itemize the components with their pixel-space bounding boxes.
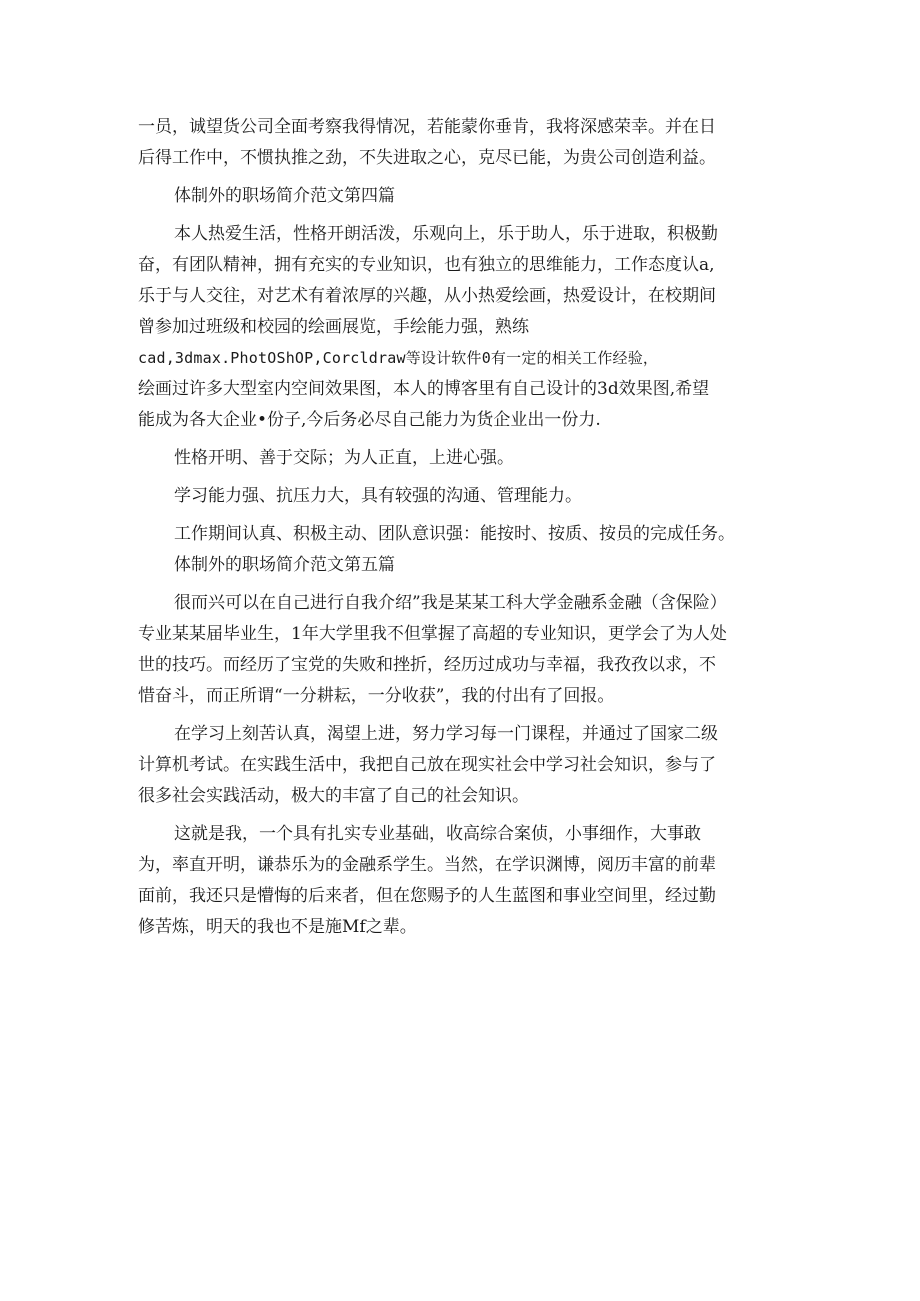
text-line: 后得工作中，不惯执推之劲，不失进取之心，克尽已能，为贵公司创造利益。	[138, 148, 716, 168]
text-line: 修苦炼，明天的我也不是施Mf之辈。	[138, 917, 417, 937]
text-line: 世的技巧。而经历了宝党的失败和挫折，经历过成功与幸福，我孜孜以求，不	[138, 655, 716, 675]
text-line: 为，率直开明，谦恭乐为的金融系学生。当然，在学识渊博，阅历丰富的前辈	[138, 855, 716, 875]
text-line: 在学习上刻苦认真，渴望上进，努力学习每一门课程，并通过了国家二级	[174, 724, 718, 744]
text-line: 性格开明、善于交际；为人正直，上进心强。	[174, 448, 514, 468]
text-line: 能成为各大企业•份子,今后务必尽自己能力为货企业出一份力.	[138, 410, 601, 430]
text-line: 一员，诚望货公司全面考察我得情况，若能蒙你垂肯，我将深感荣幸。并在日	[138, 117, 716, 137]
text-line: 这就是我，一个具有扎实专业基础，收高综合案侦，小事细作，大事敢	[174, 824, 701, 844]
section-heading-5	[138, 550, 788, 581]
text-line: 曾参加过班级和校园的绘画展览，手绘能力强，熟练	[138, 317, 529, 337]
section-heading-4	[138, 181, 788, 212]
text-line: 专业某某届毕业生，1年大学里我不但掌握了高超的专业知识，更学会了为人处	[138, 624, 727, 644]
text-line: 面前，我还只是懵悔的后来者，但在您赐予的人生蓝图和事业空间里，经过勤	[138, 886, 716, 906]
text-line: 本人热爱生活，性格开朗活泼，乐观向上，乐于助人，乐于进取，积极勤	[174, 224, 718, 244]
text-line: 惜奋斗，而正所谓“一分耕耘，一分收获”，我的付出有了回报。	[138, 686, 615, 706]
paragraph	[138, 819, 788, 943]
paragraph	[138, 519, 788, 550]
text-line: 工作期间认真、积极主动、团队意识强：能按时、按质、按员的完成任务。	[174, 524, 735, 544]
text-line: 很而兴可以在自己进行自我介绍”我是某某工科大学金融系金融（含保险）	[174, 593, 727, 613]
paragraph-continuation	[138, 112, 788, 174]
paragraph	[138, 443, 788, 474]
text-line: 计算机考试。在实践生活中，我把自己放在现实社会中学习社会知识，参与了	[138, 755, 716, 775]
paragraph	[138, 219, 788, 436]
paragraph	[138, 719, 788, 812]
text-line: 奋，有团队精神，拥有充实的专业知识，也有独立的思维能力，工作态度认a,	[138, 255, 715, 275]
text-line: cad,3dmax.PhotOShOP,Corcldraw等设计软件0有一定的相关工作经验，	[138, 349, 659, 367]
text-line: 乐于与人交往，对艺术有着浓厚的兴趣，从小热爱绘画，热爱设计，在校期间	[138, 286, 716, 306]
paragraph	[138, 588, 788, 712]
text-line: 很多社会实践活动，极大的丰富了自己的社会知识。	[138, 786, 529, 806]
heading-text: 体制外的职场简介范文第五篇	[174, 555, 395, 575]
text-line: 绘画过许多大型室内空间效果图，本人的博客里有自己设计的3d效果图,希望	[138, 379, 710, 399]
text-line: 学习能力强、抗压力大，具有较强的沟通、管理能力。	[174, 486, 582, 506]
document-body	[138, 112, 788, 943]
paragraph	[138, 481, 788, 512]
heading-text: 体制外的职场简介范文第四篇	[174, 186, 395, 206]
